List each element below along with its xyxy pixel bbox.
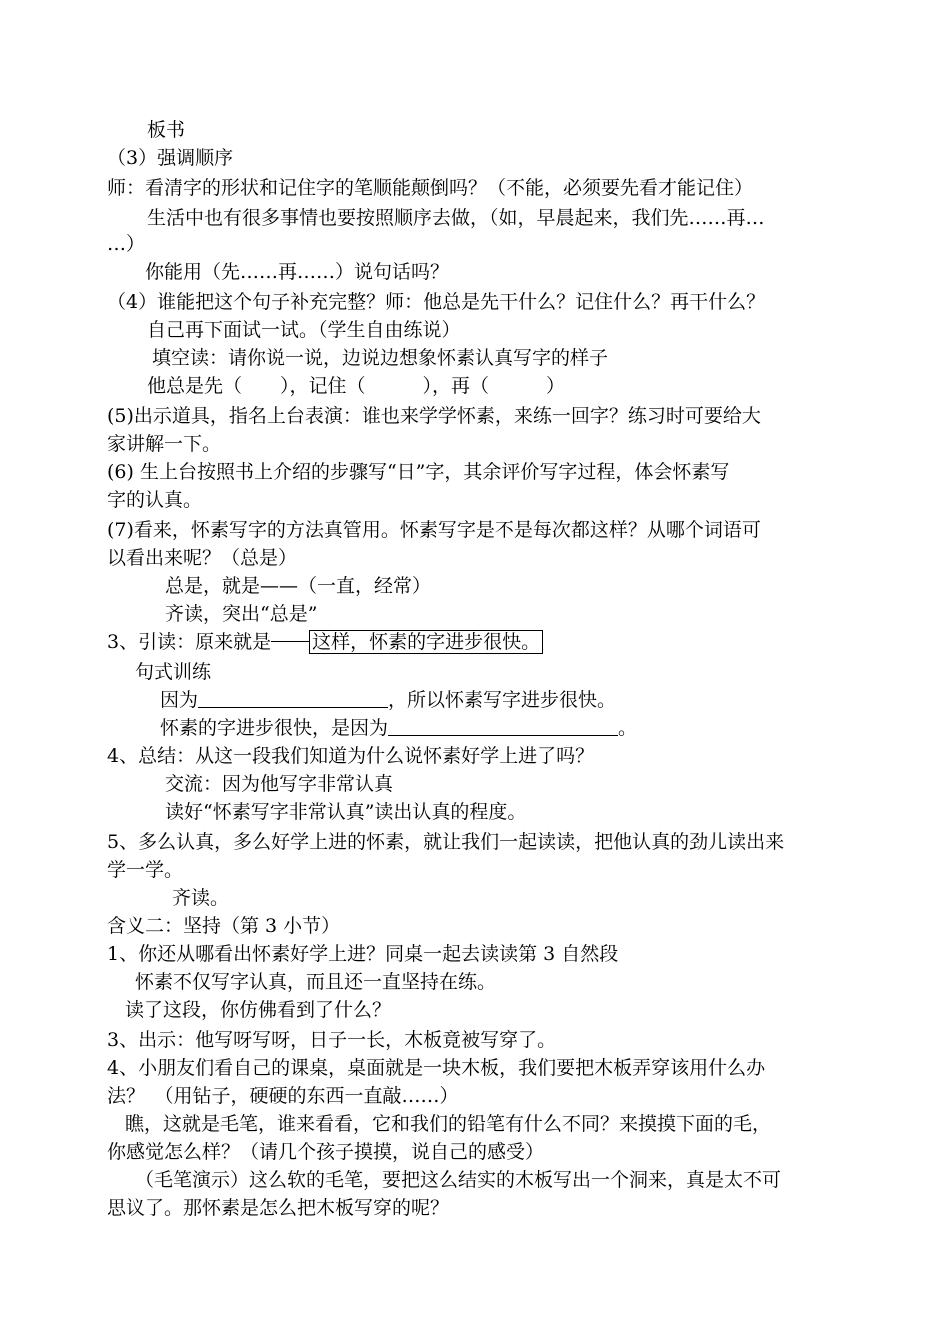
line-teacher-q: 师：看清字的形状和记住字的笔顺能颠倒吗？（不能，必须要先看才能记住） xyxy=(107,177,754,199)
line-brush-cont: 你感觉怎么样？（请几个孩子摸摸，说自己的感受） xyxy=(107,1141,545,1163)
line-read-well: 读好“怀素写字非常认真”读出认真的程度。 xyxy=(165,801,527,823)
line-exchange: 交流：因为他写字非常认真 xyxy=(165,773,394,795)
yindu-prefix: 3、引读：原来就是 xyxy=(107,631,272,653)
line-meaning-2: 含义二：坚持（第 3 小节） xyxy=(107,915,341,937)
line-point-1: 1、你还从哪看出怀素好学上进？同桌一起去读读第 3 自然段 xyxy=(107,943,619,965)
line-yindu xyxy=(107,630,543,654)
drill1-suffix: ，所以怀素写字进步很快。 xyxy=(388,689,617,711)
line-brush: 瞧，这就是毛笔，谁来看看，它和我们的铅笔有什么不同？来摸摸下面的毛， xyxy=(125,1113,772,1135)
drill1-prefix: 因为 xyxy=(160,689,199,711)
line-life-order: 生活中也有很多事情也要按照顺序去做，（如，早晨起来，我们先……再… xyxy=(147,207,765,229)
line-heading-7: (7)看来，怀素写字的方法真管用。怀素写字是不是每次都这样？从哪个词语可 xyxy=(107,519,761,541)
line-point-4: 4、小朋友们看自己的课桌，桌面就是一块木板，我们要把木板弄穿该用什么办 xyxy=(107,1057,766,1079)
line-qidu-zongshi: 齐读，突出“总是” xyxy=(165,603,318,625)
line-point-5-cont: 学一学。 xyxy=(107,859,184,881)
line-heading-7-cont: 以看出来呢？（总是） xyxy=(107,547,298,569)
em-dash-rule xyxy=(271,640,309,642)
line-heading-5: (5)出示道具，指名上台表演：谁也来学学怀素，来练一回字？练习时可要给大 xyxy=(107,405,761,427)
line-zongshi: 总是，就是——（一直，经常） xyxy=(165,575,432,597)
line-drill-1 xyxy=(160,688,616,712)
line-saw-what: 读了这段，你仿佛看到了什么？ xyxy=(125,999,392,1021)
line-try-self: 自己再下面试一试。（学生自由练说） xyxy=(147,319,461,341)
line-heading-6-cont: 字的认真。 xyxy=(107,489,203,511)
line-life-order-cont: …） xyxy=(107,233,146,255)
line-banshu: 板书 xyxy=(147,119,186,141)
line-heading-3: （3）强调顺序 xyxy=(107,147,234,169)
line-qidu: 齐读。 xyxy=(172,887,230,909)
line-fill-read: 填空读：请你说一说，边说边想象怀素认真写字的样子 xyxy=(152,347,609,369)
line-brush-demo: （毛笔演示）这么软的毛笔，要把这么结实的木板写出一个洞来，真是太不可 xyxy=(135,1169,782,1191)
line-drill-2 xyxy=(160,716,637,740)
line-heading-6: (6) 生上台按照书上介绍的步骤写“日”字，其余评价写字过程，体会怀素写 xyxy=(107,461,730,483)
line-heading-4: （4）谁能把这个句子补充完整？师：他总是先干什么？记住什么？再干什么？ xyxy=(107,291,766,313)
drill2-suffix: 。 xyxy=(618,717,638,739)
line-heading-5-cont: 家讲解一下。 xyxy=(107,433,222,455)
drill2-prefix: 怀素的字进步很快，是因为 xyxy=(160,717,389,739)
line-fill-blanks: 他总是先（ ），记住（ ），再（ ） xyxy=(147,375,566,397)
drill1-blank xyxy=(198,688,388,708)
line-make-sentence: 你能用（先……再……）说句话吗？ xyxy=(145,261,450,283)
line-point-5: 5、多么认真，多么好学上进的怀素，就让我们一起读读，把他认真的劲儿读出来 xyxy=(107,831,785,853)
line-point-4-cont: 法？ （用钻子，硬硬的东西一直敲……） xyxy=(107,1085,459,1107)
line-drill-title: 句式训练 xyxy=(135,661,212,683)
line-point-3: 3、出示：他写呀写呀，日子一长，木板竟被写穿了。 xyxy=(107,1029,557,1051)
line-persist: 怀素不仅写字认真，而且还一直坚持在练。 xyxy=(135,971,497,993)
drill2-blank xyxy=(388,716,618,736)
line-brush-demo-cont: 思议了。那怀素是怎么把木板写穿的呢？ xyxy=(107,1197,450,1219)
yindu-boxed-text: 这样，怀素的字进步很快。 xyxy=(309,630,543,654)
line-summary: 4、总结：从这一段我们知道为什么说怀素好学上进了吗？ xyxy=(107,745,595,767)
